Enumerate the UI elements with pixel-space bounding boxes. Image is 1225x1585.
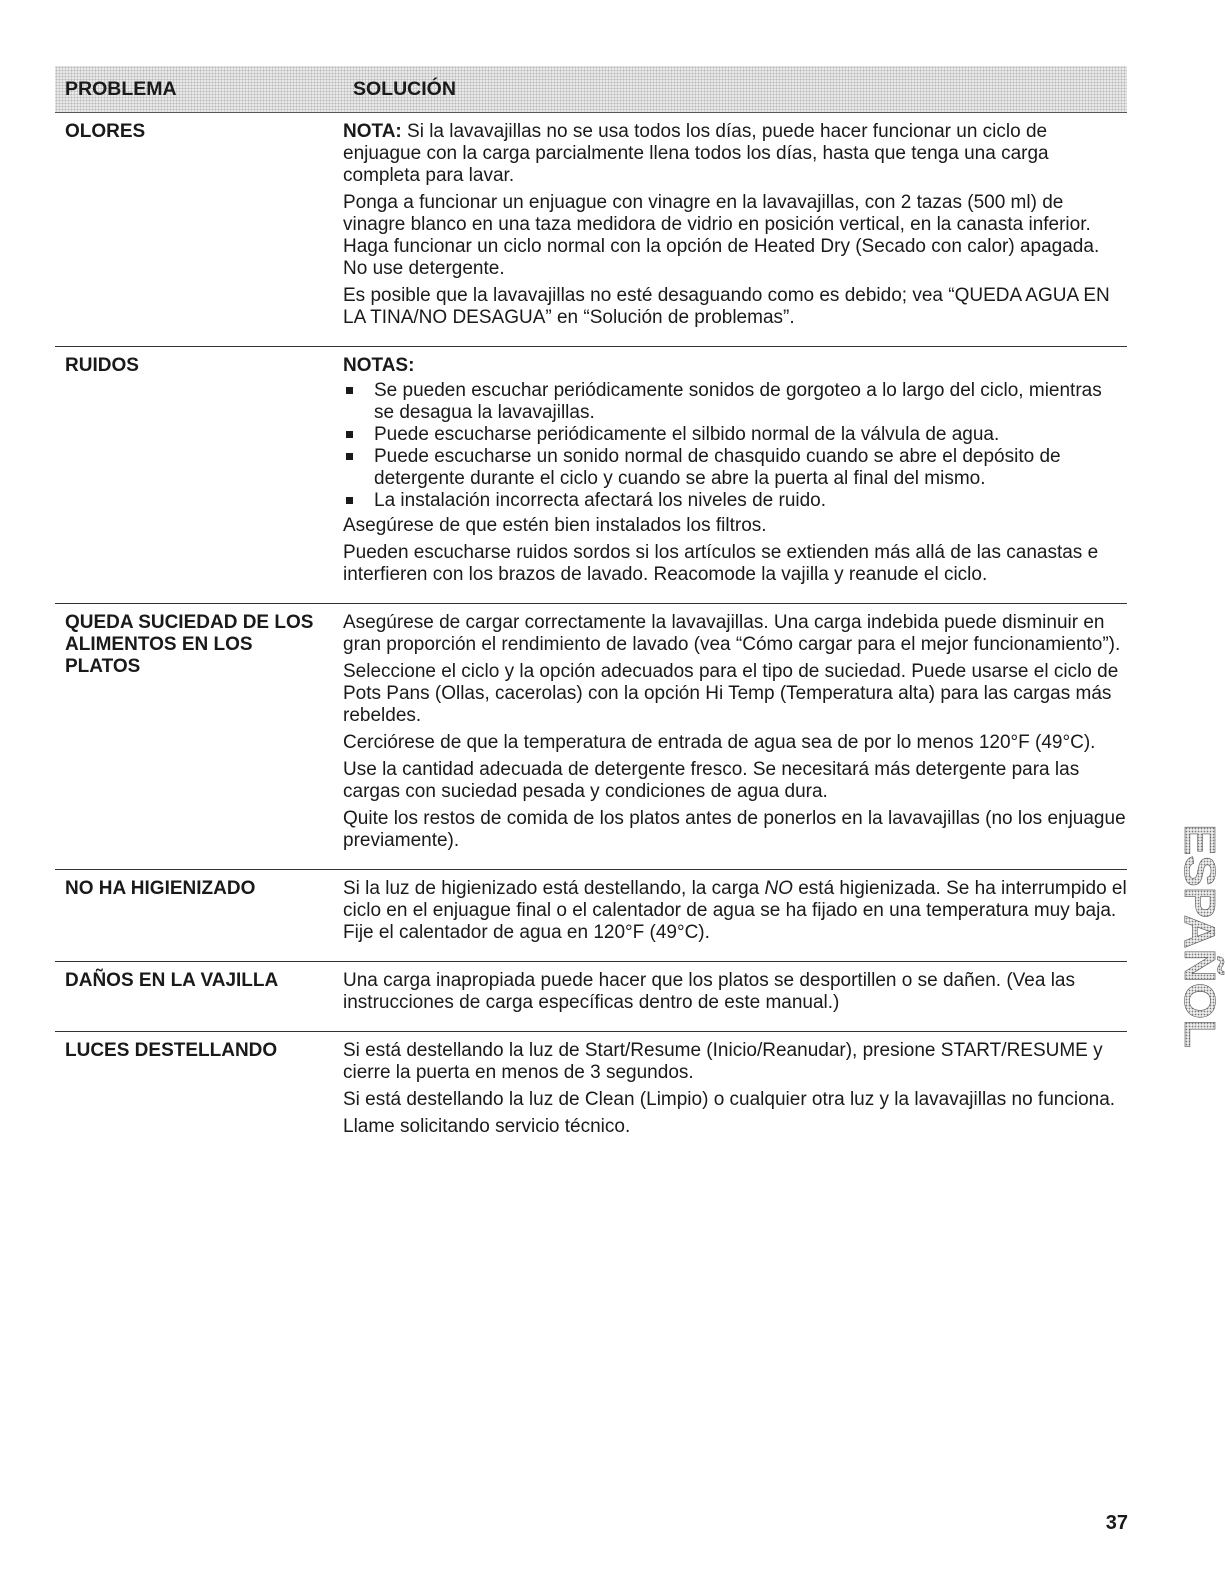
solution-cell [343,610,1127,857]
list-item: La instalación incorrecta afectará los niveles de ruido. [343,490,1127,512]
text-segment: está higienizada. Se ha interrumpido el ciclo en el enjuague final o el calentador de agua se ha fijado en una temperatura muy baja. Fije el calentador de agua en 120°F (49°C). [343,878,1127,943]
solution-cell [343,119,1127,334]
problem-label: QUEDA SUCIEDAD DE LOS ALIMENTOS EN LOS PLATOS [65,612,314,677]
solution-cell [343,876,1127,949]
problem-label: NO HA HIGIENIZADO [65,878,256,899]
solution-paragraph: Seleccione el ciclo y la opción adecuados para el tipo de suciedad. Puede usarse el ciclo de Pots Pans (Ollas, cacerolas) con la opción Hi Temp (Temperatura alta) para las cargas más rebeldes. [343,661,1119,726]
emphasis-text: NO [764,878,793,899]
solution-paragraph: Asegúrese de que estén bien instalados los filtros. [343,515,767,536]
solution-paragraph: Ponga a funcionar un enjuague con vinagre en la lavavajillas, con 2 tazas (500 ml) de vinagre blanco en una taza medidora de vidrio en posición vertical, en la canasta inferior. Haga funcionar un ciclo normal con la opción de Heated Dry (Secado con calor) apagada. No use detergente. [343,192,1100,279]
table-row [55,113,1127,347]
solution-cell [343,353,1127,591]
table-row [55,347,1127,604]
list-item: Se pueden escuchar periódicamente sonidos de gorgoteo a lo largo del ciclo, mientras se desagua la lavavajillas. [343,380,1127,424]
solution-paragraph: Es posible que la lavavajillas no esté desaguando como es debido; vea “QUEDA AGUA EN LA TINA/NO DESAGUA” en “Solución de problemas”. [343,285,1110,328]
table-row [55,870,1127,962]
problem-label: RUIDOS [65,355,139,376]
solution-paragraph: Use la cantidad adecuada de detergente fresco. Se necesitará más detergente para las cargas con suciedad pesada y condiciones de agua dura. [343,759,1080,802]
note-label: NOTA: [343,121,402,142]
list-item: Puede escucharse un sonido normal de chasquido cuando se abre el depósito de detergente durante el ciclo y cuando se abre la puerta al final del mismo. [343,446,1127,490]
troubleshooting-table [55,66,1127,1155]
solution-paragraph: Una carga inapropiada puede hacer que los platos se desportillen o se dañen. (Vea las instrucciones de carga específicas dentro de este manual.) [343,970,1076,1013]
solution-paragraph: Si está destellando la luz de Clean (Limpio) o cualquier otra luz y la lavavajillas no funciona. [343,1089,1116,1110]
solution-paragraph [343,878,1127,944]
solution-paragraph: Asegúrese de cargar correctamente la lavavajillas. Una carga indebida puede disminuir en gran proporción el rendimiento de lavado (vea “Cómo cargar para el mejor funcionamiento”). [343,612,1121,655]
solution-paragraph: Si está destellando la luz de Start/Resume (Inicio/Reanudar), presione START/RESUME y cierre la puerta en menos de 3 segundos. [343,1040,1103,1083]
note-text: Si la lavavajillas no se usa todos los días, puede hacer funcionar un ciclo de enjuague con la carga parcialmente llena todos los días, hasta que tenga una carga completa para lavar. [343,121,1049,186]
language-side-tab [1148,816,1224,1056]
language-tab-graphic [1148,816,1224,1056]
language-tab-label: ESPAÑOL [1175,824,1224,1034]
text-segment: Si la luz de higienizado está destellando, la carga [343,878,765,899]
header-problem: PROBLEMA [65,77,177,100]
table-header [55,66,1127,113]
solution-paragraph: Quite los restos de comida de los platos antes de ponerlos en la lavavajillas (no los enjuague previamente). [343,808,1126,851]
problem-label: OLORES [65,121,146,142]
solution-cell [343,1038,1127,1143]
problem-label: DAÑOS EN LA VAJILLA [65,970,279,991]
table-row [55,604,1127,870]
header-solution: SOLUCIÓN [353,77,456,100]
notes-list [343,380,1127,512]
solution-paragraph: Llame solicitando servicio técnico. [343,1116,631,1137]
table-row [55,962,1127,1032]
solution-cell [343,968,1127,1019]
problem-label: LUCES DESTELLANDO [65,1040,278,1061]
solution-paragraph: Pueden escucharse ruidos sordos si los artículos se extienden más allá de las canastas e interfieren con los brazos de lavado. Reacomode la vajilla y reanude el ciclo. [343,542,1099,585]
page-number: 37 [1105,1512,1128,1534]
list-item: Puede escucharse periódicamente el silbido normal de la válvula de agua. [343,424,1127,446]
solution-paragraph: Cerciórese de que la temperatura de entrada de agua sea de por lo menos 120°F (49°C). [343,732,1096,753]
solution-paragraph [343,121,1127,187]
table-row [55,1032,1127,1155]
notes-label: NOTAS: [343,355,415,376]
